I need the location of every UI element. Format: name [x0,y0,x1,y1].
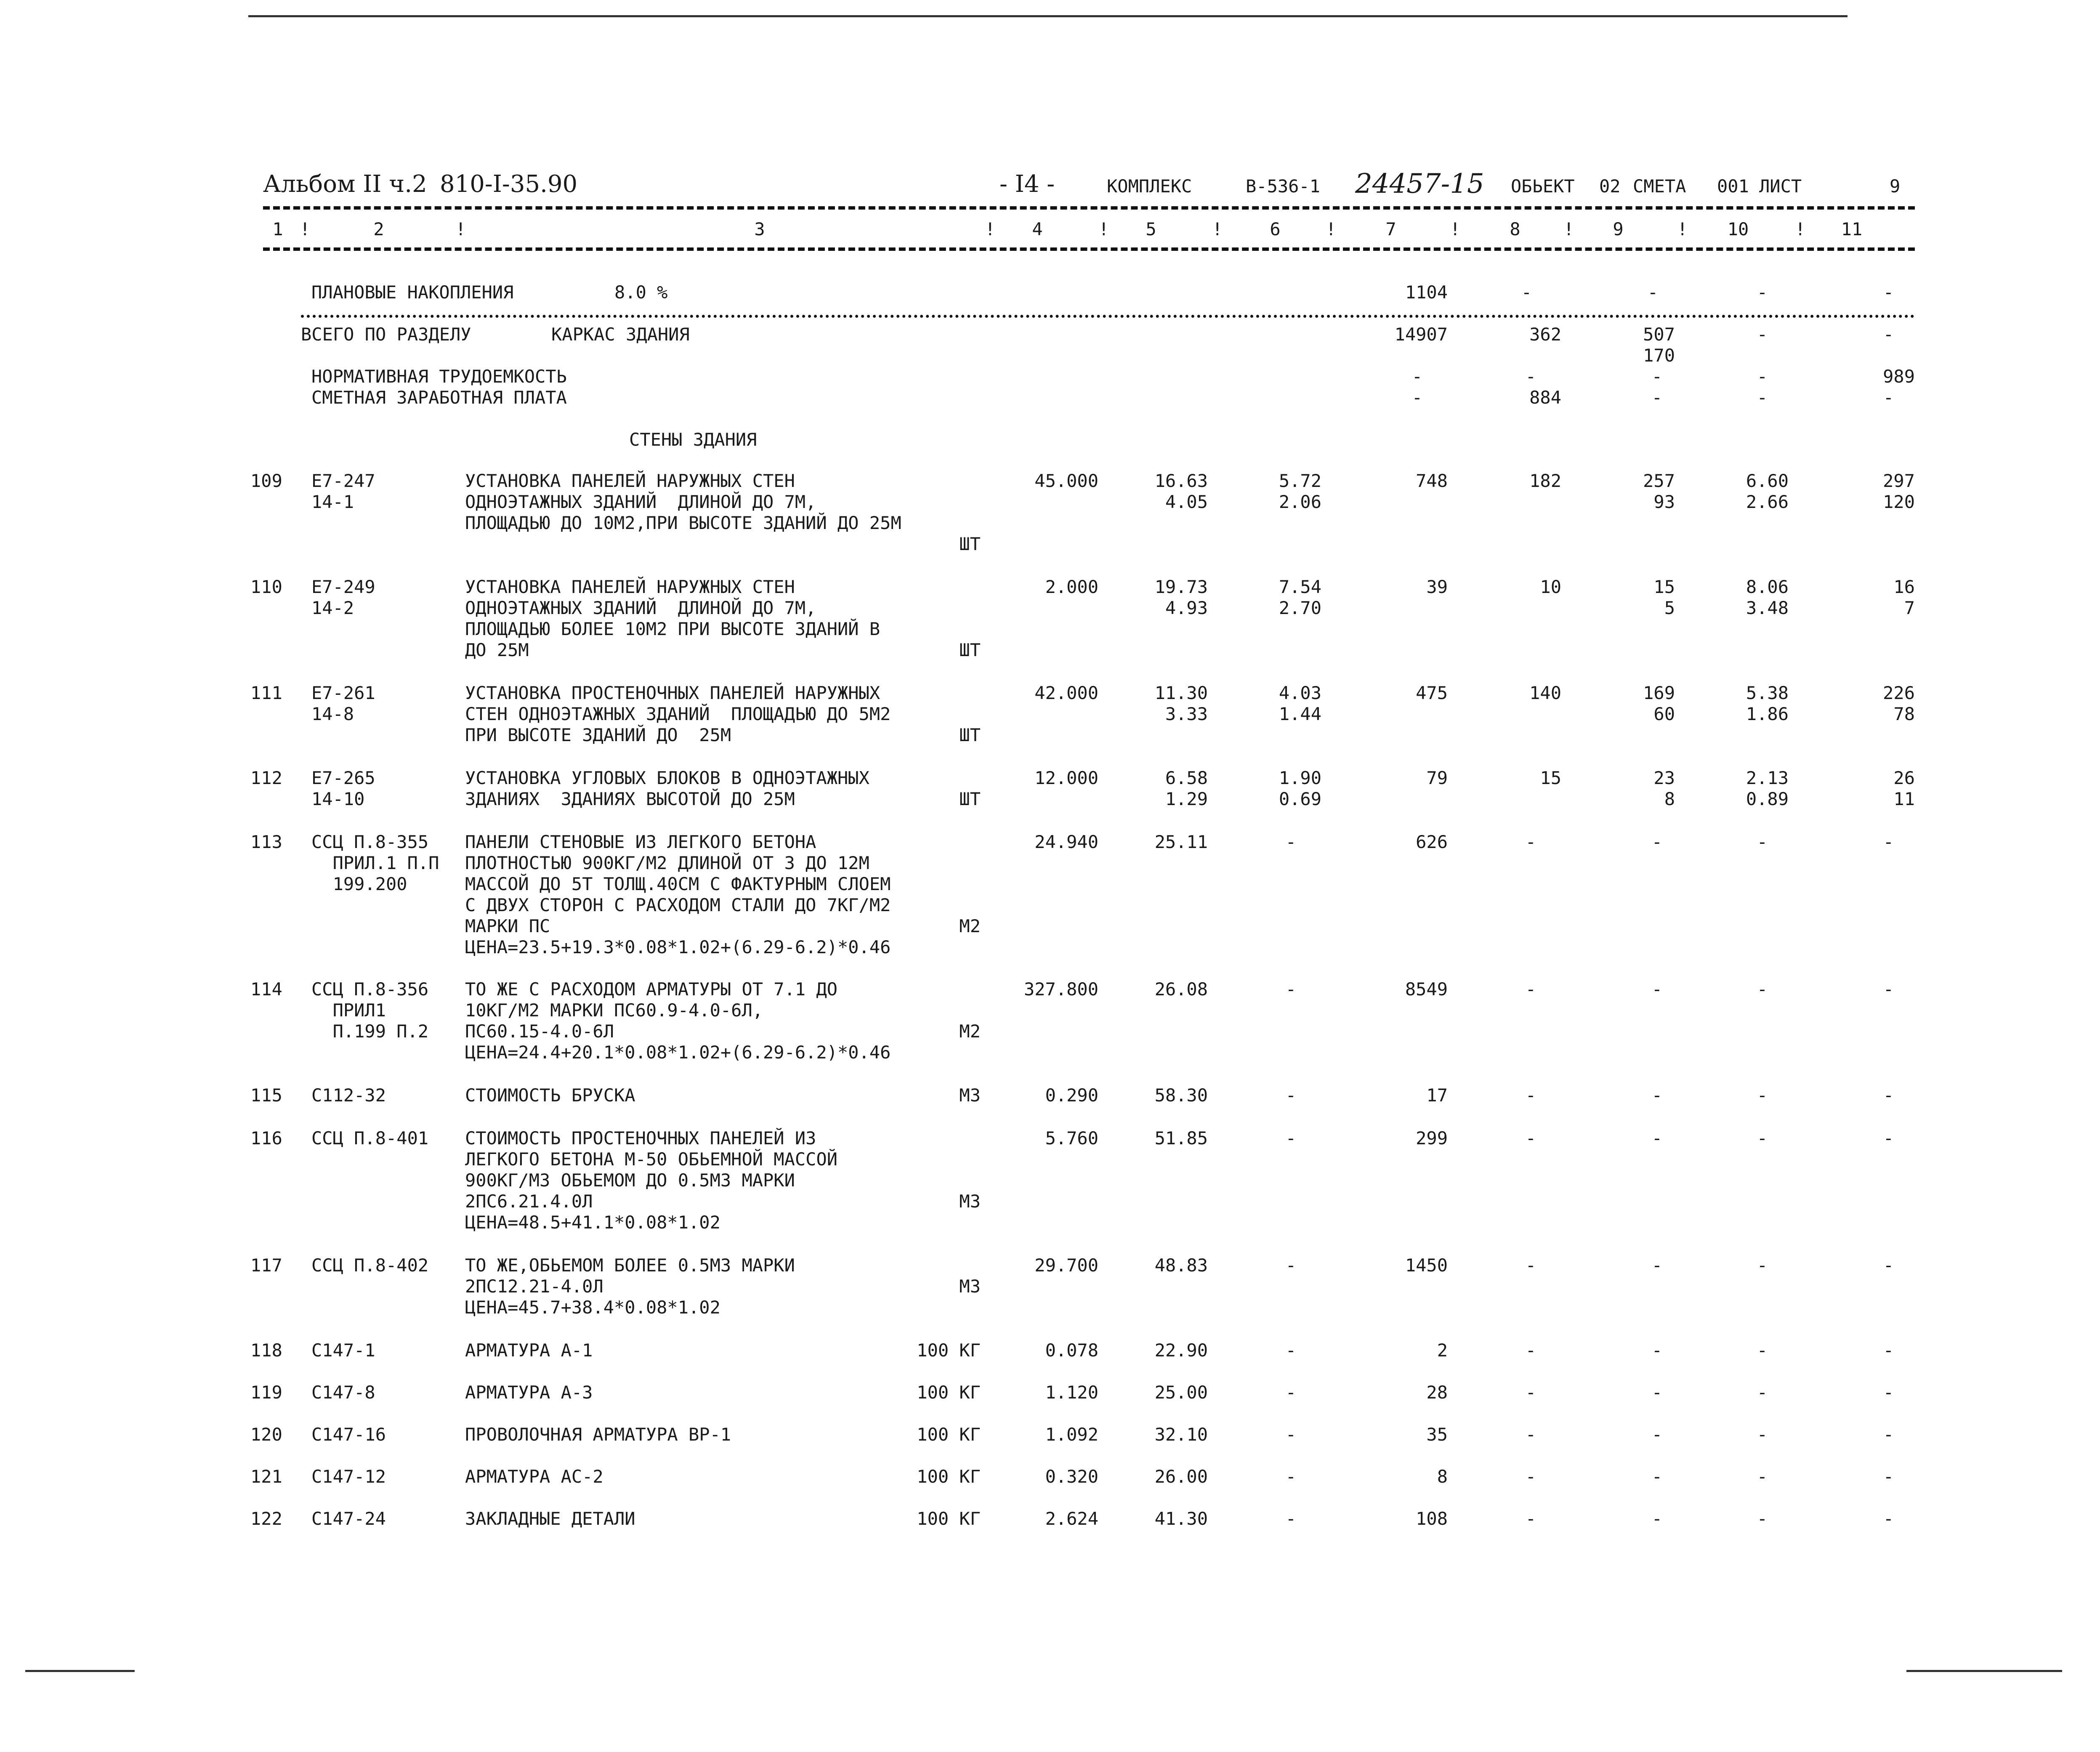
row-code: С147-24 [311,1508,386,1529]
row-code: С147-8 [311,1382,375,1403]
row-unit: ШТ [959,534,981,554]
row-c6: - [1285,1255,1296,1276]
row-c11: - [1883,1466,1894,1487]
col-1: 1 [272,219,283,239]
series-code: 810-I-35.90 [440,170,578,198]
row-number: 110 [250,577,282,597]
row-number: 113 [250,832,282,852]
row-c10: - [1757,1466,1768,1487]
row-c8: - [1525,1128,1536,1149]
row-c11: 297 120 [1883,471,1915,512]
row-c10: - [1757,979,1768,1000]
col-7: 7 [1385,219,1396,239]
planned-label: ПЛАНОВЫЕ НАКОПЛЕНИЯ [311,282,514,303]
row-c11: 226 78 [1883,683,1915,724]
row-c6: - [1285,1128,1296,1149]
row-code: Е7-261 14-8 [311,683,375,724]
row-c7: 475 [1416,683,1448,703]
row-code: Е7-249 14-2 [311,577,375,618]
wages-label: СМЕТНАЯ ЗАРАБОТНАЯ ПЛАТА [311,387,567,408]
row-c8: 10 [1540,577,1561,597]
row-description: ТО ЖЕ С РАСХОДОМ АРМАТУРЫ ОТ 7.1 ДО 10КГ/М2 МАРКИ ПС60.9-4.0-6Л, ПС60.15-4.0-6Л ЦЕНА=24.4+20.1*0.08*1.02+(6.29-6.2)*0.46 [465,979,891,1063]
complex-label: КОМПЛЕКС [1107,176,1192,197]
page-number: - I4 - [999,170,1055,198]
row-number: 121 [250,1466,282,1487]
col-sep: ! [1563,219,1574,239]
scan-top-line [248,15,1847,17]
row-c7: 39 [1426,577,1448,597]
row-c10: - [1757,1128,1768,1149]
row-c11: - [1883,1085,1894,1106]
section-total-c7: 14907 [1394,324,1448,345]
scan-bottom-line-right [1906,1670,2062,1672]
row-c11: - [1883,832,1894,852]
row-c9: 257 93 [1643,471,1675,512]
sheet-label: ЛИСТ [1759,176,1802,197]
row-c7: 8549 [1405,979,1448,1000]
row-code: С112-32 [311,1085,386,1106]
row-c5: 19.73 4.93 [1154,577,1208,618]
row-c5: 6.58 1.29 [1165,768,1208,809]
labor-c7: - [1412,366,1422,387]
row-number: 114 [250,979,282,1000]
row-c4: 327.800 [1023,979,1098,1000]
complex-code: В-536-1 [1246,176,1321,197]
row-c10: 5.38 1.86 [1746,683,1789,724]
col-4: 4 [1032,219,1043,239]
row-description: ЗАКЛАДНЫЕ ДЕТАЛИ [465,1508,635,1529]
row-c9: - [1651,1128,1662,1149]
row-unit: 100 КГ [917,1508,981,1529]
row-number: 111 [250,683,282,703]
row-description: АРМАТУРА А-3 [465,1382,593,1403]
wages-c10: - [1757,387,1768,408]
row-c9: - [1651,1340,1662,1361]
object-number: 02 [1599,176,1621,197]
row-c8: - [1525,1340,1536,1361]
row-c4: 0.078 [1045,1340,1098,1361]
row-code: С147-16 [311,1424,386,1445]
planned-c7: 1104 [1405,282,1448,303]
row-description: ПРОВОЛОЧНАЯ АРМАТУРА ВР-1 [465,1424,731,1445]
row-code: С147-12 [311,1466,386,1487]
row-code: ССЦ П.8-401 [311,1128,429,1149]
row-c6: - [1285,1340,1296,1361]
row-c6: - [1285,1382,1296,1403]
row-c4: 1.092 [1045,1424,1098,1445]
section-title: СТЕНЫ ЗДАНИЯ [629,429,757,450]
row-c4: 29.700 [1034,1255,1098,1276]
dotted-separator [301,315,1915,318]
labor-c11: 989 [1883,366,1915,387]
row-c8: - [1525,832,1536,852]
row-number: 109 [250,471,282,491]
row-c7: 108 [1416,1508,1448,1529]
planned-c8: - [1521,282,1532,303]
row-c8: - [1525,1508,1536,1529]
planned-percent: 8.0 % [614,282,668,303]
row-c6: - [1285,1085,1296,1106]
row-c9: - [1651,979,1662,1000]
row-c5: 48.83 [1154,1255,1208,1276]
col-sep: ! [985,219,996,239]
smeta-label: СМЕТА [1633,176,1686,197]
row-c11: - [1883,1508,1894,1529]
row-number: 118 [250,1340,282,1361]
row-c11: - [1883,1255,1894,1276]
row-description: АРМАТУРА АС-2 [465,1466,603,1487]
row-c7: 626 [1416,832,1448,852]
scan-bottom-line-left [25,1670,135,1672]
row-c10: - [1757,1085,1768,1106]
wages-c8: 884 [1529,387,1561,408]
row-c5: 11.30 3.33 [1154,683,1208,724]
row-c9: - [1651,1382,1662,1403]
row-description: УСТАНОВКА ПАНЕЛЕЙ НАРУЖНЫХ СТЕН ОДНОЭТАЖНЫХ ЗДАНИЙ ДЛИНОЙ ДО 7М, ПЛОЩАДЬЮ БОЛЕЕ 10М2 ПРИ ВЫСОТЕ ЗДАНИЙ В ДО 25М [465,577,880,660]
row-c5: 22.90 [1154,1340,1208,1361]
row-number: 116 [250,1128,282,1149]
row-c7: 35 [1426,1424,1448,1445]
wages-c7: - [1412,387,1422,408]
labor-c10: - [1757,366,1768,387]
row-code: ССЦ П.8-356 ПРИЛ1 П.199 П.2 [311,979,429,1042]
row-c6: 5.72 2.06 [1279,471,1321,512]
row-c5: 26.00 [1154,1466,1208,1487]
object-label: ОБЬЕКТ [1511,176,1575,197]
album-label: Альбом II ч.2 [263,170,427,198]
row-code: Е7-247 14-1 [311,471,375,512]
header-rule-top [263,206,1915,210]
row-c8: - [1525,1255,1536,1276]
row-c5: 58.30 [1154,1085,1208,1106]
row-c4: 2.624 [1045,1508,1098,1529]
col-6: 6 [1270,219,1281,239]
row-c8: - [1525,1382,1536,1403]
row-c9: 169 60 [1643,683,1675,724]
row-c4: 12.000 [1034,768,1098,788]
labor-label: НОРМАТИВНАЯ ТРУДОЕМКОСТЬ [311,366,567,387]
row-unit: М2 [959,916,981,936]
row-c4: 1.120 [1045,1382,1098,1403]
row-c8: - [1525,1085,1536,1106]
row-c6: - [1285,1508,1296,1529]
row-c10: 2.13 0.89 [1746,768,1789,809]
col-8: 8 [1510,219,1521,239]
planned-c9: - [1647,282,1658,303]
row-unit: 100 КГ [917,1340,981,1361]
row-c4: 42.000 [1034,683,1098,703]
row-c8: 15 [1540,768,1561,788]
col-sep: ! [300,219,311,239]
row-c11: - [1883,1382,1894,1403]
row-c5: 51.85 [1154,1128,1208,1149]
row-c7: 1450 [1405,1255,1448,1276]
row-unit: ШТ [959,789,981,809]
row-c7: 17 [1426,1085,1448,1106]
row-c11: 26 11 [1893,768,1915,809]
row-description: АРМАТУРА А-1 [465,1340,593,1361]
row-unit: М3 [959,1191,981,1212]
row-c10: - [1757,1340,1768,1361]
row-unit: М3 [959,1276,981,1297]
row-c4: 5.760 [1045,1128,1098,1149]
row-c10: - [1757,1255,1768,1276]
row-number: 115 [250,1085,282,1106]
row-c6: - [1285,832,1296,852]
row-c8: - [1525,979,1536,1000]
row-number: 122 [250,1508,282,1529]
row-description: ПАНЕЛИ СТЕНОВЫЕ ИЗ ЛЕГКОГО БЕТОНА ПЛОТНОСТЬЮ 900КГ/М2 ДЛИНОЙ ОТ 3 ДО 12М МАССОЙ ДО 5Т ТОЛЩ.40СМ С ФАКТУРНЫМ СЛОЕМ С ДВУХ СТОРОН С РАСХОДОМ СТАЛИ ДО 7КГ/М2 МАРКИ ПС ЦЕНА=23.5+19.3*0.08*1.02+(6.29-6.2)*0.46 [465,832,891,957]
row-c11: 16 7 [1893,577,1915,618]
section-total-name: КАРКАС ЗДАНИЯ [551,324,690,345]
col-11: 11 [1841,219,1863,239]
col-sep: ! [455,219,466,239]
row-unit: 100 КГ [917,1424,981,1445]
col-5: 5 [1146,219,1156,239]
row-c8: 182 [1529,471,1561,491]
row-c5: 41.30 [1154,1508,1208,1529]
row-c11: - [1883,979,1894,1000]
section-total-c10: - [1757,324,1768,345]
section-total-c11: - [1883,324,1894,345]
row-c9: - [1651,1424,1662,1445]
row-c8: 140 [1529,683,1561,703]
col-sep: ! [1098,219,1109,239]
row-number: 120 [250,1424,282,1445]
row-code: ССЦ П.8-402 [311,1255,429,1276]
section-total-c8: 362 [1529,324,1561,345]
row-c9: 23 8 [1653,768,1675,809]
row-c7: 79 [1426,768,1448,788]
header-rule-bottom [263,247,1915,251]
wages-c11: - [1883,387,1894,408]
row-c8: - [1525,1424,1536,1445]
row-code: ССЦ П.8-355 ПРИЛ.1 П.П 199.200 [311,832,439,894]
row-unit: М2 [959,1021,981,1042]
row-c10: - [1757,1424,1768,1445]
row-number: 112 [250,768,282,788]
col-sep: ! [1795,219,1806,239]
row-description: УСТАНОВКА ПРОСТЕНОЧНЫХ ПАНЕЛЕЙ НАРУЖНЫХ СТЕН ОДНОЭТАЖНЫХ ЗДАНИЙ ПЛОЩАДЬЮ ДО 5М2 ПРИ ВЫСОТЕ ЗДАНИЙ ДО 25М [465,683,891,745]
row-unit: 100 КГ [917,1382,981,1403]
row-description: УСТАНОВКА ПАНЕЛЕЙ НАРУЖНЫХ СТЕН ОДНОЭТАЖНЫХ ЗДАНИЙ ДЛИНОЙ ДО 7М, ПЛОЩАДЬЮ ДО 10М2,ПРИ ВЫСОТЕ ЗДАНИЙ ДО 25М [465,471,901,533]
row-c7: 748 [1416,471,1448,491]
row-c6: 1.90 0.69 [1279,768,1321,809]
row-c10: - [1757,1508,1768,1529]
row-c6: - [1285,1466,1296,1487]
row-description: СТОИМОСТЬ ПРОСТЕНОЧНЫХ ПАНЕЛЕЙ ИЗ ЛЕГКОГО БЕТОНА М-50 ОБЬЕМНОЙ МАССОЙ 900КГ/М3 ОБЬЕМОМ ДО 0.5М3 МАРКИ 2ПС6.21.4.0Л ЦЕНА=48.5+41.1*0.08*1.02 [465,1128,838,1233]
row-c6: 7.54 2.70 [1279,577,1321,618]
col-9: 9 [1613,219,1624,239]
row-c4: 45.000 [1034,471,1098,491]
row-number: 119 [250,1382,282,1403]
row-c9: - [1651,1085,1662,1106]
row-c4: 2.000 [1045,577,1098,597]
row-c5: 25.11 [1154,832,1208,852]
handwritten-number: 24457-15 [1355,168,1484,199]
row-c9: - [1651,1466,1662,1487]
col-10: 10 [1727,219,1749,239]
col-sep: ! [1212,219,1223,239]
row-number: 117 [250,1255,282,1276]
row-c5: 32.10 [1154,1424,1208,1445]
sheet-number: 9 [1890,176,1901,197]
row-c11: - [1883,1128,1894,1149]
row-c7: 8 [1437,1466,1448,1487]
row-c4: 0.290 [1045,1085,1098,1106]
row-c6: - [1285,1424,1296,1445]
wages-c9: - [1651,387,1662,408]
row-c7: 299 [1416,1128,1448,1149]
row-c6: - [1285,979,1296,1000]
smeta-number: 001 [1717,176,1749,197]
row-c5: 16.63 4.05 [1154,471,1208,512]
row-c6: 4.03 1.44 [1279,683,1321,724]
row-c4: 24.940 [1034,832,1098,852]
row-c10: - [1757,832,1768,852]
section-total-c9b: 170 [1643,345,1675,366]
row-unit: М3 [959,1085,981,1106]
row-description: ТО ЖЕ,ОБЬЕМОМ БОЛЕЕ 0.5М3 МАРКИ 2ПС12.21-4.0Л ЦЕНА=45.7+38.4*0.08*1.02 [465,1255,795,1318]
planned-c11: - [1883,282,1894,303]
row-c9: 15 5 [1653,577,1675,618]
row-code: С147-1 [311,1340,375,1361]
row-c9: - [1651,1508,1662,1529]
row-unit: ШТ [959,725,981,745]
row-c8: - [1525,1466,1536,1487]
row-c7: 28 [1426,1382,1448,1403]
col-sep: ! [1326,219,1337,239]
row-c11: - [1883,1340,1894,1361]
row-c5: 25.00 [1154,1382,1208,1403]
row-unit: 100 КГ [917,1466,981,1487]
labor-c8: - [1525,366,1536,387]
row-c11: - [1883,1424,1894,1445]
row-c5: 26.08 [1154,979,1208,1000]
row-c10: 8.06 3.48 [1746,577,1789,618]
row-c9: - [1651,832,1662,852]
row-c10: - [1757,1382,1768,1403]
col-sep: ! [1450,219,1461,239]
row-unit: ШТ [959,640,981,660]
row-code: Е7-265 14-10 [311,768,375,809]
col-2: 2 [373,219,384,239]
row-description: СТОИМОСТЬ БРУСКА [465,1085,635,1106]
planned-c10: - [1757,282,1768,303]
row-c7: 2 [1437,1340,1448,1361]
row-c9: - [1651,1255,1662,1276]
row-c10: 6.60 2.66 [1746,471,1789,512]
section-total-c9a: 507 [1643,324,1675,345]
row-c4: 0.320 [1045,1466,1098,1487]
col-sep: ! [1677,219,1688,239]
labor-c9: - [1651,366,1662,387]
row-description: УСТАНОВКА УГЛОВЫХ БЛОКОВ В ОДНОЭТАЖНЫХ ЗДАНИЯХ ЗДАНИЯХ ВЫСОТОЙ ДО 25М [465,768,869,809]
col-3: 3 [754,219,765,239]
section-total-label: ВСЕГО ПО РАЗДЕЛУ [301,324,471,345]
